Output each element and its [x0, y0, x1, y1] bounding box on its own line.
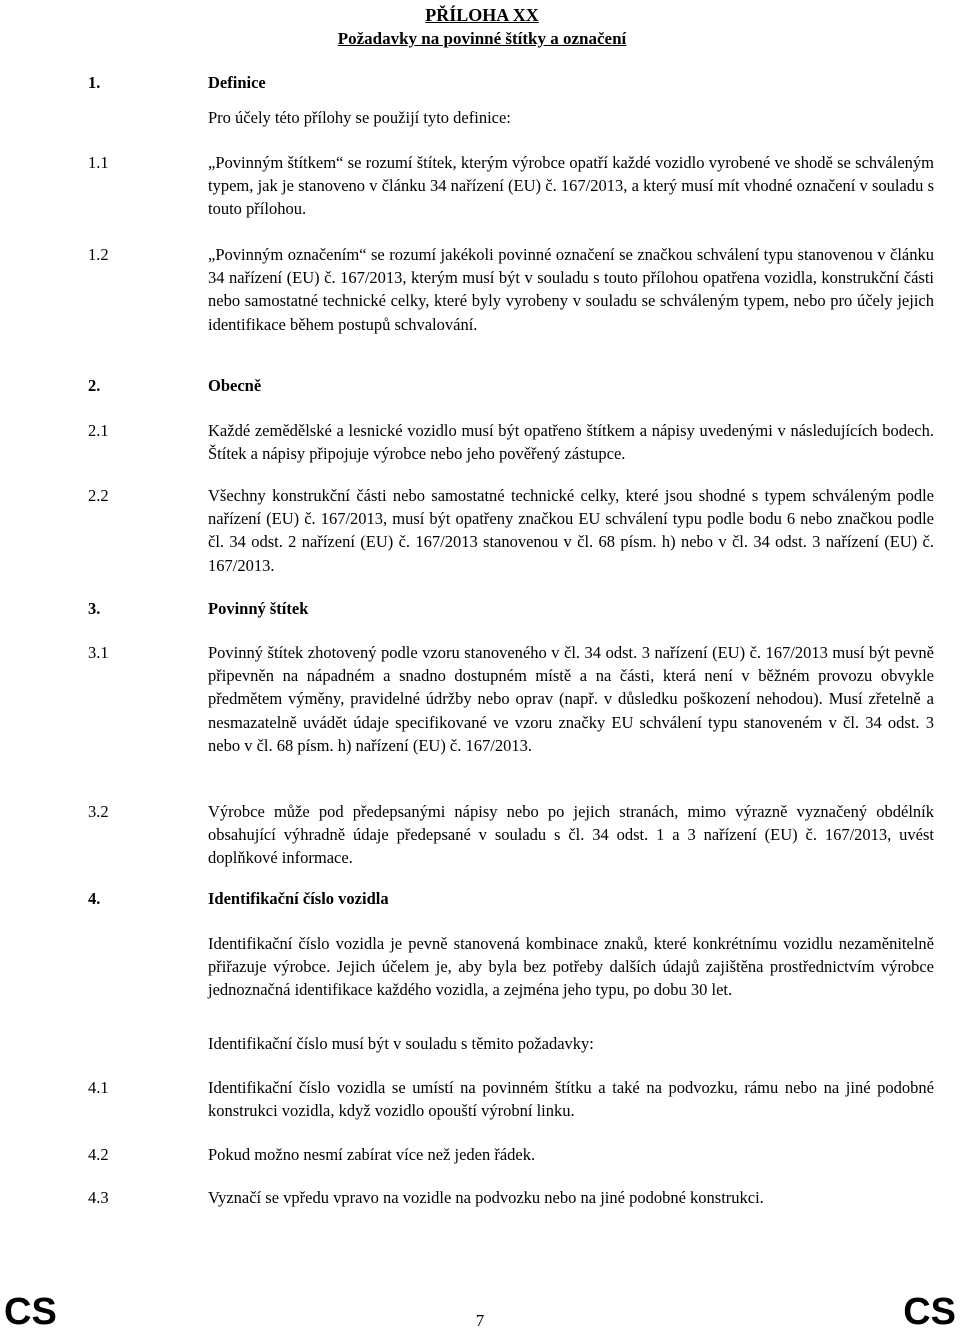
clause-number: 4.3: [88, 1188, 109, 1207]
clause-text: „Povinným štítkem“ se rozumí štítek, kterým výrobce opatří každé vozidlo vyrobené ve shodě se schváleným typem, jak je stanoveno v článku 34 nařízení (EU) č. 167/2013, a který musí mít vhodné označení v souladu s touto přílohou.: [208, 153, 934, 219]
section-number: 3.: [88, 599, 101, 618]
section-title: Identifikační číslo vozidla: [208, 889, 389, 908]
section-title: Povinný štítek: [208, 599, 309, 618]
clause-number: 1.2: [88, 245, 109, 264]
paragraph: Identifikační číslo musí být v souladu s těmito požadavky:: [208, 1034, 594, 1053]
clause-text: Identifikační číslo vozidla se umístí na povinném štítku a také na podvozku, rámu nebo na jiné podobné konstrukci vozidla, když vozidlo opouští výrobní linku.: [208, 1078, 934, 1121]
clause-number: 2.2: [88, 486, 109, 505]
section-title: Obecně: [208, 376, 262, 395]
clause-text: Povinný štítek zhotovený podle vzoru stanoveného v čl. 34 odst. 3 nařízení (EU) č. 167/2013 musí být pevně připevněn na nápadném a snadno dostupném místě a na části, která není v běžném provozu obvykle předmětem výměny, pravidelné údržby nebo oprav (např. v důsledku poškození nehodou). Musí zřetelně a nesmazatelně uvádět údaje specifikované ve vzoru značky EU schválení typu stanoveném v čl. 34 odst. 3 nebo v čl. 68 písm. h) nařízení (EU) č. 167/2013.: [208, 643, 934, 755]
clause-number: 3.2: [88, 802, 109, 821]
clause-number: 2.1: [88, 421, 109, 440]
clause-number: 4.1: [88, 1078, 109, 1097]
clause-text: Výrobce může pod předepsanými nápisy nebo po jejich stranách, mimo výrazně vyznačený obdélník obsahující výhradně údaje předepsané v souladu s čl. 34 odst. 1 a 3 nařízení (EU) č. 167/2013, uvést doplňkové informace.: [208, 802, 934, 868]
annex-title: PŘÍLOHA XX: [425, 5, 539, 25]
annex-header: [296, 4, 668, 50]
section-number: 4.: [88, 889, 101, 908]
clause-text: Pokud možno nesmí zabírat více než jeden řádek.: [208, 1145, 536, 1164]
section-number: 1.: [88, 73, 101, 92]
section-number: 2.: [88, 376, 101, 395]
paragraph: Pro účely této přílohy se použijí tyto definice:: [208, 108, 511, 127]
paragraph: Identifikační číslo vozidla je pevně stanovená kombinace znaků, které konkrétnímu vozidlu nezaměnitelně přiřazuje výrobce. Jejich účelem je, aby byla bez potřeby dalších údajů zajištěna prostřednictvím výrobce jednoznačná identifikace každého vozidla, a zejména jeho typu, po dobu 30 let.: [208, 934, 934, 1000]
clause-number: 1.1: [88, 153, 109, 172]
annex-subtitle: Požadavky na povinné štítky a označení: [337, 29, 627, 48]
footer-language-code-left: CS: [4, 1291, 57, 1333]
clause-text: „Povinným označením“ se rozumí jakékoli povinné označení se značkou schválení typu stanovenou v článku 34 nařízení (EU) č. 167/2013, kterým musí být v souladu s touto přílohou opatřena vozidla, konstrukční části nebo samostatné technické celky, které byly vyrobeny v souladu se schváleným typem, nebo pro účely jejich identifikace během postupů schvalování.: [208, 245, 934, 334]
page-number: 7: [475, 1311, 485, 1330]
clause-number: 3.1: [88, 643, 109, 662]
clause-text: Všechny konstrukční části nebo samostatné technické celky, které jsou shodné s typem schváleným podle nařízení (EU) č. 167/2013, musí být opatřeny značkou EU schválení typu podle bodu 6 nebo značkou podle čl. 34 odst. 2 nařízení (EU) č. 167/2013 stanovenou v čl. 68 písm. h) nebo v čl. 34 odst. 3 nařízení (EU) č. 167/2013.: [208, 486, 934, 575]
clause-number: 4.2: [88, 1145, 109, 1164]
section-title: Definice: [208, 73, 266, 92]
footer-language-code-right: CS: [903, 1291, 956, 1333]
clause-text: Každé zemědělské a lesnické vozidlo musí být opatřeno štítkem a nápisy uvedenými v následujících bodech. Štítek a nápisy připojuje výrobce nebo jeho pověřený zástupce.: [208, 421, 934, 464]
clause-text: Vyznačí se vpředu vpravo na vozidle na podvozku nebo na jiné podobné konstrukci.: [208, 1188, 764, 1207]
